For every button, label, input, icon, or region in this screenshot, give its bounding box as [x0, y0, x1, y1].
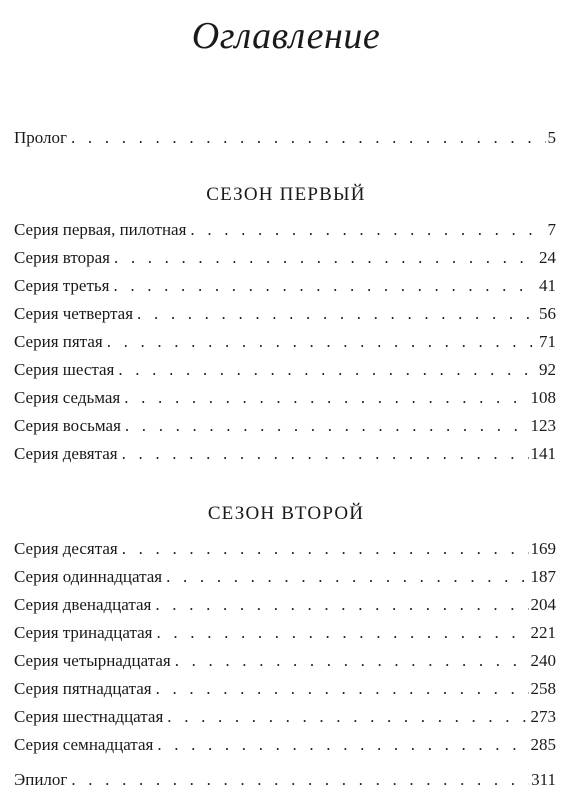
toc-entry-epilogue[interactable]	[14, 767, 556, 793]
toc-entry-label: Серия тринадцатая	[14, 623, 153, 642]
toc-entry-label: Серия седьмая	[14, 388, 121, 407]
toc-entry-label: Серия семнадцатая	[14, 735, 154, 754]
toc-entry-episode-14[interactable]	[14, 648, 556, 674]
toc-entry-episode-3[interactable]	[14, 273, 556, 299]
toc-entry-page: 56	[539, 304, 556, 323]
toc-entry-page: 5	[547, 128, 556, 147]
dot-leader	[118, 357, 537, 383]
toc-entry-label: Серия шестнадцатая	[14, 707, 164, 726]
toc-entry-page: 204	[530, 595, 556, 614]
toc-entry-episode-13[interactable]	[14, 620, 556, 646]
dot-leader	[157, 620, 529, 646]
dot-leader	[124, 385, 528, 411]
toc-entry-page: 258	[530, 679, 556, 698]
toc-entry-label: Серия третья	[14, 276, 110, 295]
toc-entry-episode-4[interactable]	[14, 301, 556, 327]
toc-entry-page: 123	[530, 416, 556, 435]
dot-leader	[71, 767, 529, 793]
toc-entry-page: 240	[530, 651, 556, 670]
toc-entry-episode-7[interactable]	[14, 385, 556, 411]
toc-entry-episode-17[interactable]	[14, 732, 556, 758]
toc-entry-page: 187	[530, 567, 556, 586]
toc-entry-page: 169	[530, 539, 556, 558]
toc-entry-episode-2[interactable]	[14, 245, 556, 271]
season-2-heading: СЕЗОН ВТОРОЙ	[207, 503, 365, 524]
toc-entry-page: 7	[547, 220, 556, 239]
season-1-heading: СЕЗОН ПЕРВЫЙ	[206, 184, 366, 205]
toc-entry-label: Серия восьмая	[14, 416, 121, 435]
toc-entry-label: Пролог	[14, 128, 68, 147]
dot-leader	[175, 648, 529, 674]
toc-entry-episode-16[interactable]	[14, 704, 556, 730]
dot-leader	[166, 564, 528, 590]
dot-leader	[190, 217, 545, 243]
toc-entry-label: Серия девятая	[14, 444, 118, 463]
toc-entry-episode-11[interactable]	[14, 564, 556, 590]
toc-entry-episode-12[interactable]	[14, 592, 556, 618]
toc-entry-label: Серия вторая	[14, 248, 110, 267]
toc-entry-label: Серия десятая	[14, 539, 118, 558]
toc-entry-label: Эпилог	[14, 770, 68, 789]
toc-entry-label: Серия двенадцатая	[14, 595, 152, 614]
toc-entry-label: Серия первая, пилотная	[14, 220, 187, 239]
page-title: Оглавление	[191, 15, 381, 57]
toc-entry-page: 92	[539, 360, 556, 379]
dot-leader	[107, 329, 537, 355]
toc-entry-label: Серия пятая	[14, 332, 103, 351]
toc-entry-episode-5[interactable]	[14, 329, 556, 355]
toc-entry-page: 71	[539, 332, 556, 351]
toc-entry-label: Серия одиннадцатая	[14, 567, 163, 586]
toc-entry-page: 311	[531, 770, 556, 789]
toc-entry-label: Серия шестая	[14, 360, 115, 379]
toc-entry-label: Серия пятнадцатая	[14, 679, 152, 698]
dot-leader	[155, 592, 528, 618]
toc-entry-label: Серия четвертая	[14, 304, 134, 323]
dot-leader	[137, 301, 537, 327]
toc-entry-episode-9[interactable]	[14, 441, 556, 467]
dot-leader	[156, 676, 529, 702]
toc-entry-prologue[interactable]	[14, 125, 556, 151]
toc-entry-label: Серия четырнадцатая	[14, 651, 171, 670]
dot-leader	[122, 536, 529, 562]
toc-entry-episode-1[interactable]	[14, 217, 556, 243]
dot-leader	[157, 732, 528, 758]
dot-leader	[125, 413, 529, 439]
toc-entry-page: 141	[530, 444, 556, 463]
toc-entry-episode-8[interactable]	[14, 413, 556, 439]
dot-leader	[71, 125, 545, 151]
dot-leader	[113, 273, 537, 299]
toc-entry-page: 108	[530, 388, 556, 407]
toc-entry-episode-10[interactable]	[14, 536, 556, 562]
toc-entry-episode-6[interactable]	[14, 357, 556, 383]
dot-leader	[167, 704, 528, 730]
toc-entry-page: 221	[530, 623, 556, 642]
toc-entry-page: 41	[539, 276, 556, 295]
toc-entry-page: 285	[530, 735, 556, 754]
dot-leader	[114, 245, 537, 271]
toc-entry-episode-15[interactable]	[14, 676, 556, 702]
toc-entry-page: 273	[530, 707, 556, 726]
dot-leader	[122, 441, 529, 467]
toc-entry-page: 24	[539, 248, 556, 267]
